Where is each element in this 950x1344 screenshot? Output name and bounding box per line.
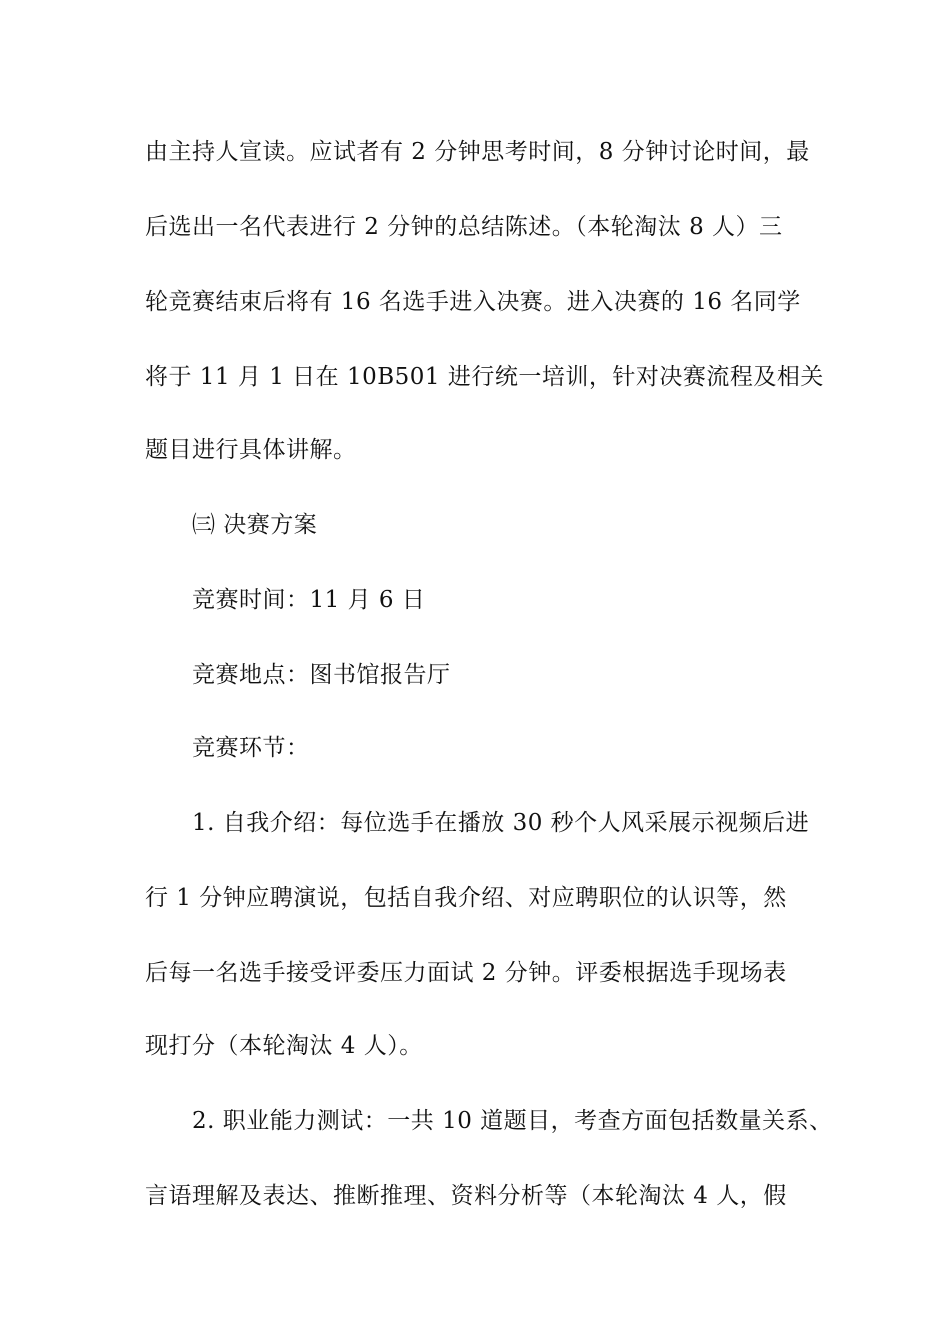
section-heading: ㈢ 决赛方案 bbox=[192, 512, 318, 538]
text-line: 1. 自我介绍：每位选手在播放 30 秒个人风采展示视频后进 bbox=[192, 810, 810, 836]
text-line: 竞赛地点：图书馆报告厅 bbox=[192, 662, 451, 688]
text-line: 现打分（本轮淘汰 4 人）。 bbox=[145, 1033, 423, 1059]
text-line: 由主持人宣读。应试者有 2 分钟思考时间，8 分钟讨论时间，最 bbox=[145, 139, 810, 165]
text-line: 竞赛时间：11 月 6 日 bbox=[192, 587, 426, 613]
text-line: 行 1 分钟应聘演说，包括自我介绍、对应聘职位的认识等，然 bbox=[145, 885, 787, 911]
text-line: 后选出一名代表进行 2 分钟的总结陈述。（本轮淘汰 8 人）三 bbox=[145, 214, 783, 240]
text-line: 轮竞赛结束后将有 16 名选手进入决赛。进入决赛的 16 名同学 bbox=[145, 289, 801, 315]
text-line: 将于 11 月 1 日在 10B501 进行统一培训，针对决赛流程及相关 bbox=[145, 364, 824, 390]
text-line: 后每一名选手接受评委压力面试 2 分钟。评委根据选手现场表 bbox=[145, 960, 787, 986]
text-line: 题目进行具体讲解。 bbox=[145, 437, 357, 463]
text-line: 言语理解及表达、推断推理、资料分析等（本轮淘汰 4 人，假 bbox=[145, 1183, 787, 1209]
text-line: 2. 职业能力测试：一共 10 道题目，考查方面包括数量关系、 bbox=[192, 1108, 833, 1134]
text-line: 竞赛环节： bbox=[192, 735, 310, 761]
